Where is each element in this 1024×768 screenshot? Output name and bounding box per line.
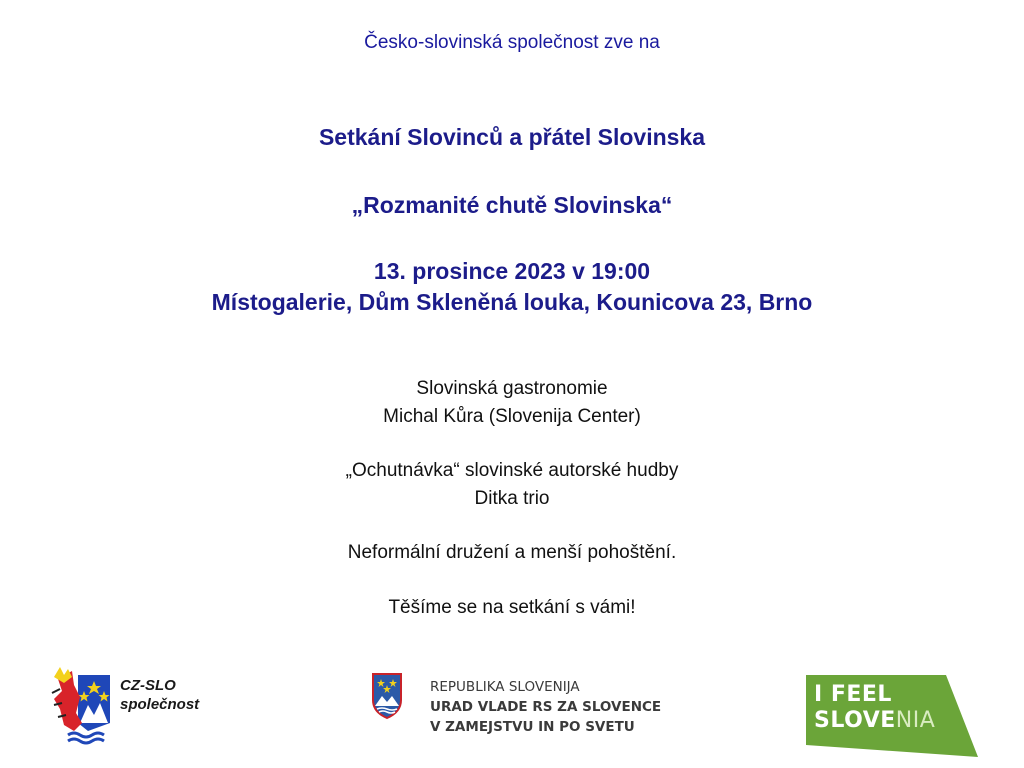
ifeel-line2: [814, 708, 935, 734]
closing-text: Těšíme se na setkání s vámi!: [388, 597, 636, 618]
program-item-gastronomy: Slovinská gastronomie: [416, 378, 608, 399]
ifeel-line2-bold: SLOVE: [814, 708, 896, 733]
program-item-music-detail: Ditka trio: [474, 488, 550, 509]
ifeel-line2-light: NIA: [895, 708, 936, 733]
i-feel-slovenia-text: [814, 682, 935, 734]
event-title: Setkání Slovinců a přátel Slovinska: [318, 124, 706, 150]
cz-slo-logo-text: [120, 676, 199, 714]
intro-text: Česko-slovinská společnost zve na: [364, 32, 660, 53]
slovenia-coat-of-arms-icon: [370, 672, 404, 720]
program-item-music: „Ochutnávka“ slovinské autorské hudby: [345, 460, 679, 481]
program-item-gastronomy-detail: Michal Kůra (Slovenija Center): [383, 406, 641, 427]
ifeel-line1: I FEEL: [814, 682, 892, 707]
republika-line2: URAD VLADE RS ZA SLOVENCE: [430, 699, 662, 715]
cz-slo-logo-line1: CZ-SLO: [120, 677, 176, 694]
event-venue: Místogalerie, Dům Skleněná louka, Kounicova 23, Brno: [211, 289, 813, 315]
event-date: 13. prosince 2023 v 19:00: [373, 258, 651, 284]
republika-slovenija-text: [430, 677, 661, 737]
cz-slo-logo-line2: společnost: [120, 696, 200, 713]
republika-line3: V ZAMEJSTVU IN PO SVETU: [430, 719, 635, 735]
republika-line1: REPUBLIKA SLOVENIJA: [430, 679, 580, 695]
program-item-social: Neformální družení a menší pohoštění.: [347, 542, 677, 563]
event-subtitle: „Rozmanité chutě Slovinska“: [351, 192, 673, 218]
